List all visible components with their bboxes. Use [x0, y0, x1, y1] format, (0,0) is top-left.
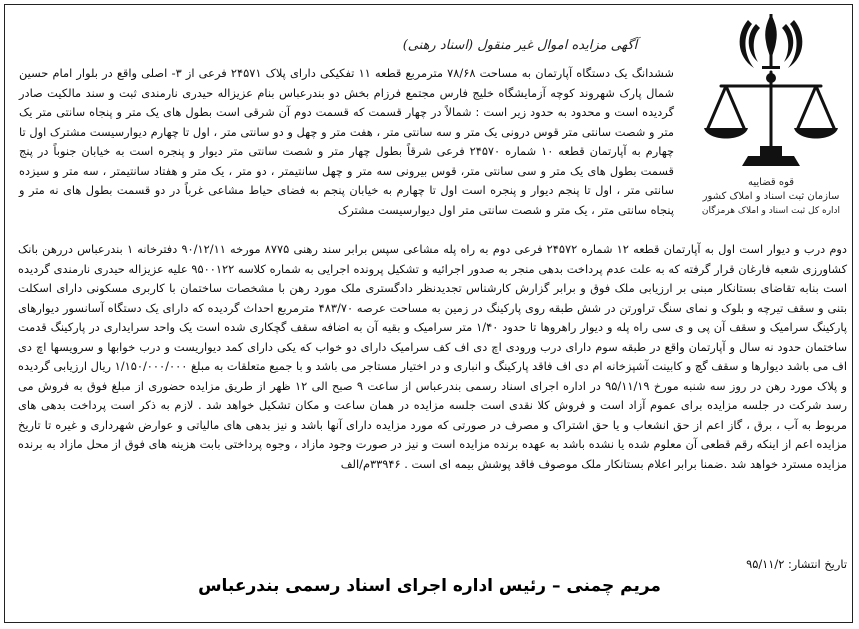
iran-emblem-and-scales-of-justice-icon [696, 6, 846, 176]
org-line-judiciary: قوه قضاییه [747, 177, 795, 188]
signature-line: مریم چمنی – رئیس اداره اجرای اسناد رسمی بندرعباس [198, 576, 661, 596]
notice-body-top: ششدانگ یک دستگاه آپارتمان به مساحت ۷۸/۶۸ مترمربع قطعه ۱۱ تفکیکی دارای پلاک ۲۴۵۷۱ فرعی از ۳- اصلی واقع در بلوار امام حسین شمال پارک شهروند کوچه آزمایشگاه خلیج فارس مجتمع فرزام بخش دو بندرعباس بنام عزیزاله حیدری نارمندی ثبت و سند مالکیت صادر گردیده است و محدود به حدود زیر است : شمالاً در چهار قسمت که قسمت دوم آن شرقی است بطول های یک متر و پنجاه سانتی متر یک متر و شصت سانتی متر قوس درونی یک متر و سه سانتی متر ، هفت متر و چهل و دو سانتی متر ، اول تا چهارم دیوارسیست مشترک اول تا چهارم به آپارتمان قطعه ۱۰ شماره ۲۴۵۷۰ فرعی شرقاً بطول چهار متر و شصت سانتی متر دیوار و پنجره است به خیابان جنوباً در پنج قسمت بطول های یک متر و سی سانتی متر، قوس بیرونی سه متر و چهل سانتیمتر ، دو متر ، یک متر و هفتاد سانتیمتر ، سه متر و سیزده سانتی متر ، اول تا پنجم دیوار و پنجره است اول تا چهارم به خیابان پنجم به فضای حیاط مشاعی غرباً در دو قسمت بطول های نه متر و پنجاه سانتی متر ، یک متر و شصت سانتی متر اول دیوارسیست مشترک [19, 66, 674, 217]
notice-title: آگهی مزایده اموال غیر منقول (اسناد رهنی) [402, 38, 638, 53]
org-line-provincial-office: اداره کل ثبت اسناد و املاک هرمزگان [701, 206, 841, 216]
emblem-block [691, 6, 851, 234]
publish-date: تاریخ انتشار: ۹۵/۱۱/۲ [746, 557, 847, 571]
notice-body-main: دوم درب و دیوار است اول به آپارتمان قطعه ۱۲ شماره ۲۴۵۷۲ فرعی دوم به راه پله مشاعی سپس برابر سند رهنی ۸۷۷۵ مورخه ۹۰/۱۲/۱۱ دفترخانه ۱ بندرعباس دررهن بانک کشاورزی شعبه فارغان قرار گرفته که به علت عدم پرداخت بدهی منجر به صدور اجرائیه و تشکیل پرونده اجرایی به شماره کلاسه ۹۵۰۰۱۲۲ علیه عزیزاله حیدری نارمندی گردیده است بنابه تقاضای بستانکار مبنی بر ارزیابی ملک فوق و برابر گزارش کارشناس تجدیدنظر دادگستری ملک مورد رهن با مشخصات ساختمان با کاربری مسکونی دارای اسکلت بتنی و سقف تیرچه و بلوک و نمای سنگ تراورتن در شش طبقه روی پارکینگ در زمین به مساحت عرصه ۴۸۳/۷۰ مترمربع احداث گردیده که دارای یک دستگاه آسانسور دیوارهای پارکینگ سرامیک و سقف آن پی و ی سی راه پله و دیوار راهروها تا حدود ۱/۴۰ متر سرامیک و بقیه آن به اضافه سقف گچکاری شده است یک واحد سرایداری در پارکینگ قدمت ساختمان حدود نه سال و آپارتمان واقع در طبقه سوم دارای درب ورودی اچ دی اف کف سرامیک دارای دو خواب که یکی دارای کمد دیواریست و درب خوابها و سرویسها اچ دی اف می باشد دیوارها و سقف گچ و کابینت آشپزخانه ام دی اف فاقد پارکینگ و انباری و در اختیار مستاجر می باشد و با جمیع متعلقات به مبلغ ۱/۱۵۰/۰۰۰/۰۰۰ ریال ارزیابی گردیده و پلاک مورد رهن در روز سه شنبه مورخ ۹۵/۱۱/۱۹ در اداره اجرای اسناد رسمی بندرعباس از ساعت ۹ صبح الی ۱۲ ظهر از طریق مزایده حضوری از مبلغ فوق به فروش می رسد شرکت در جلسه مزایده برای عموم آزاد است و فروش کلا نقدی است جلسه مزایده در همان ساعت و مکان تشکیل خواهد شد . لازم به ذکر است پرداخت بدهی های مربوط به آب ، برق ، گاز اعم از حق انشعاب و یا حق اشتراک و مصرف در صورتی که مورد مزایده دارای آنها باشد و نیز بدهی های مالیاتی و عوارض شهرداری و غیره تا تاریخ مزایده اعم از اینکه رقم قطعی آن معلوم شده یا نشده باشد به عهده برنده مزایده است و نیز در صورت وجود مازاد ، وجوه پرداختی بابت هزینه های فوق از محل مازاد به برنده مزایده مسترد خواهد شد .ضمنا برابر اعلام بستانکار ملک موصوف فاقد پوشش بیمه ای است . ۳۳۹۴۶م/الف [18, 242, 848, 471]
org-line-registration-org: سازمان ثبت اسناد و املاک کشور [702, 191, 840, 202]
